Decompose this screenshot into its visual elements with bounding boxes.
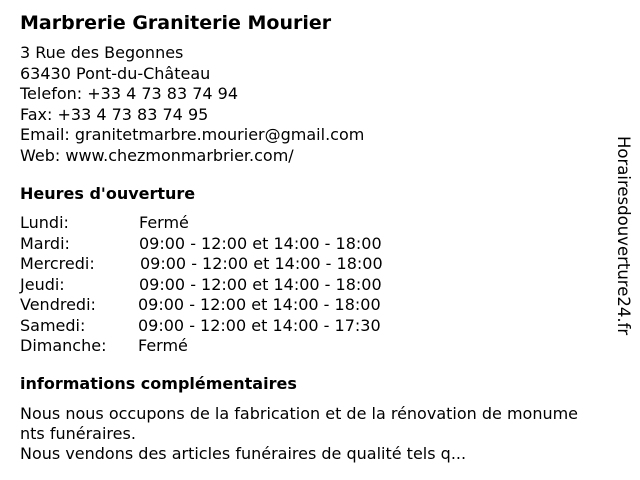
address-city: 63430 Pont-du-Château bbox=[20, 63, 211, 83]
info-description bbox=[20, 404, 628, 464]
day-label: Lundi: bbox=[20, 213, 69, 232]
description-line: nts funéraires. bbox=[20, 424, 136, 443]
day-hours: 09:00 - 12:00 et 14:00 - 18:00 bbox=[139, 233, 382, 253]
info-heading: informations complémentaires bbox=[20, 374, 297, 393]
website-address: Web: www.chezmonmarbrier.com/ bbox=[20, 145, 294, 165]
day-hours: Fermé bbox=[139, 213, 189, 232]
fax-number: Fax: +33 4 73 83 74 95 bbox=[20, 104, 209, 124]
day-hours: 09:00 - 12:00 et 14:00 - 18:00 bbox=[138, 295, 381, 314]
address-street: 3 Rue des Begonnes bbox=[20, 43, 184, 62]
day-label: Samedi: bbox=[20, 315, 86, 335]
day-hours: 09:00 - 12:00 et 14:00 - 17:30 bbox=[138, 315, 381, 335]
description-line: Nous vendons des articles funéraires de qualité tels q... bbox=[20, 444, 467, 463]
description-line: Nous nous occupons de la fabrication et de la rénovation de monume bbox=[20, 404, 579, 423]
day-label: Mardi: bbox=[20, 233, 70, 253]
site-watermark bbox=[611, 136, 635, 370]
day-label: Vendredi: bbox=[20, 295, 96, 314]
business-name: Marbrerie Graniterie Mourier bbox=[20, 12, 332, 34]
day-hours: 09:00 - 12:00 et 14:00 - 18:00 bbox=[139, 274, 382, 294]
email-address: Email: granitetmarbre.mourier@gmail.com bbox=[20, 125, 365, 144]
day-label: Jeudi: bbox=[20, 274, 65, 294]
day-hours: 09:00 - 12:00 et 14:00 - 18:00 bbox=[140, 254, 383, 273]
day-label: Dimanche: bbox=[20, 336, 107, 355]
watermark-text: Horairesdouverture24.fr bbox=[614, 136, 633, 336]
phone-number: Telefon: +33 4 73 83 74 94 bbox=[20, 84, 239, 103]
day-hours: Fermé bbox=[138, 336, 188, 355]
contact-block bbox=[20, 43, 364, 166]
hours-heading: Heures d'ouverture bbox=[20, 184, 196, 203]
day-label: Mercredi: bbox=[20, 254, 95, 273]
